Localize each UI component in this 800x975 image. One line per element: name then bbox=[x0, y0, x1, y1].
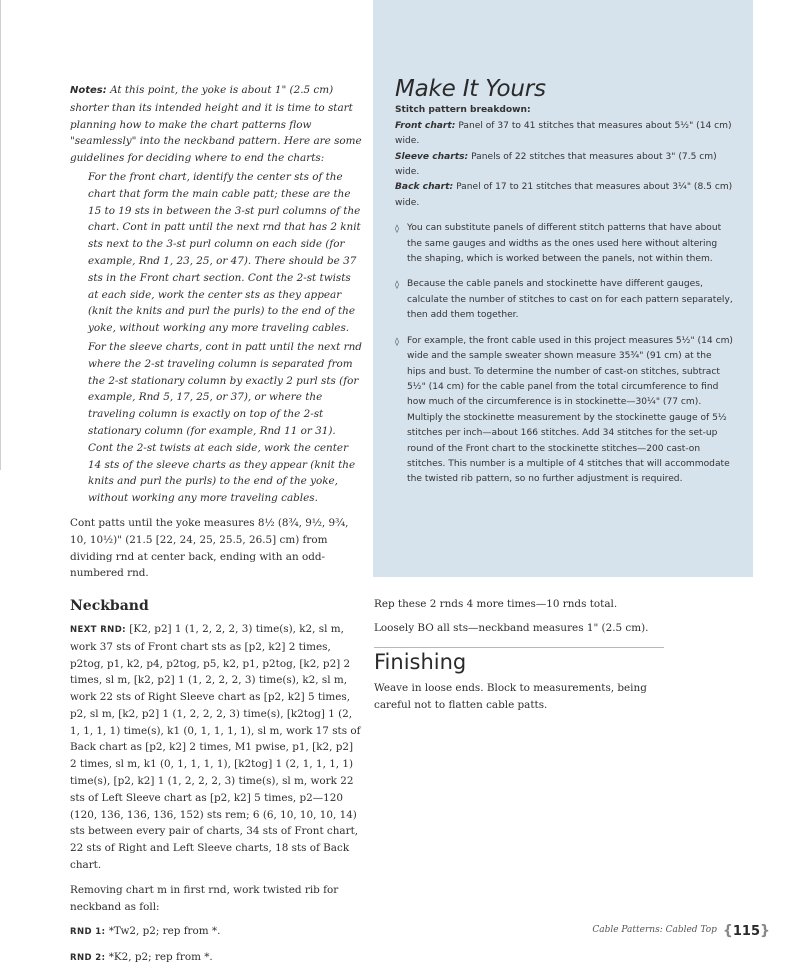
bullet-text: You can substitute panels of different stitch patterns that have about the same gauges and widths as the ones used here without altering the shaping, which is worked between the panels, not within them. bbox=[407, 223, 722, 265]
bullet-text: For example, the front cable used in this project measures 5½" (14 cm) wide and the sample sweater shown measure 35¾" (91 cm) at the hips and bust. To determine the number of cast-on stitches, subtract 5½" (14 cm) for the cable panel from the total circumference to find how much of the circumference is in stockinette—30¼" (77 cm). Multiply the stockinette measurement by the stockinette gauge of 5½ stitches per inch—about 166 stitches. Add 34 stitches for the set-up round of the Front chart to the stockinette stitches—200 cast-on stitches. This number is a multiple of 4 stitches that will accommodate the twisted rib pattern, so no further adjustment is required. bbox=[407, 335, 733, 485]
sleeve-chart-guideline: For the sleeve charts, cont in patt until the next rnd where the 2-st traveling column is separated from the 2-st stationary column by exactly 2 purl sts (for example, Rnd 5, 17, 25, or 37), or where the traveling column is exactly on top of the 2-st stationary column (for example, Rnd 11 or 31). Cont the 2-st twists at each side, work the center 14 sts of the sleeve charts as they appear (knit the knits and purl the purls) to the end of the yoke, without working any more traveling cables. bbox=[88, 340, 362, 505]
neckband-heading: Neckband bbox=[70, 598, 149, 615]
sidebar-bullet bbox=[395, 277, 733, 323]
make-it-yours-sidebar bbox=[373, 0, 753, 577]
rnd1-text: *Tw2, p2; rep from *. bbox=[108, 925, 221, 938]
finishing-divider bbox=[374, 647, 664, 648]
bullet-text: Because the cable panels and stockinette have different gauges, calculate the number of stitches to cast on for each pattern separately, then add them together. bbox=[407, 279, 733, 321]
notes-paragraph bbox=[70, 82, 362, 167]
bracket-right-icon: } bbox=[760, 923, 770, 939]
bracket-left-icon: { bbox=[722, 923, 733, 939]
back-chart-label: Back chart: bbox=[395, 182, 454, 193]
sleeve-charts-text: Panels of 22 stitches that measures about 3" (7.5 cm) wide. bbox=[395, 151, 717, 178]
front-chart-guideline: For the front chart, identify the center sts of the chart that form the main cable patt; these are the 15 to 19 sts in between the 3-st purl columns of the chart. Cont in patt until the next rnd that has 2 knit sts next to the 3-st purl column on each side (for example, Rnd 1, 23, 25, or 47). There should be 37 sts in the Front chart section. Cont the 2-st twists at each side, work the center sts as they appear (knit the knits and purl the purls) to the end of the yoke, without working any more traveling cables. bbox=[88, 170, 361, 335]
sidebar-title: Make It Yours bbox=[395, 76, 546, 102]
diamond-bullet-icon: ◊ bbox=[395, 336, 399, 346]
rnd2-paragraph bbox=[70, 949, 362, 967]
sleeve-charts-line bbox=[395, 150, 733, 181]
back-chart-text: Panel of 17 to 21 stitches that measures about 3¼" (8.5 cm) wide. bbox=[395, 182, 733, 208]
rnd1-paragraph bbox=[70, 923, 362, 941]
bind-off-paragraph: Loosely BO all sts—neckband measures 1" (2.5 cm). bbox=[374, 621, 649, 634]
sidebar-bullet bbox=[395, 334, 733, 488]
back-chart-line bbox=[395, 180, 733, 211]
running-head: Cable Patterns: Cabled Top bbox=[592, 924, 717, 935]
right-column bbox=[374, 596, 664, 721]
page-number: 115 bbox=[732, 924, 761, 939]
rep-paragraph: Rep these 2 rnds 4 more times—10 rnds total. bbox=[374, 598, 618, 610]
page-footer bbox=[592, 920, 770, 939]
next-rnd-label: NEXT RND: bbox=[70, 624, 126, 635]
notes-text: At this point, the yoke is about 1" (2.5 cm) shorter than its intended height and it is time to start planning how to make the chart patterns flow "seamlessly" into the neckband pattern. Here are some guidelines for deciding where to end the charts: bbox=[70, 84, 362, 165]
notes-label: Notes: bbox=[70, 85, 107, 96]
sidebar-bullet bbox=[395, 221, 733, 267]
diamond-bullet-icon: ◊ bbox=[395, 224, 399, 234]
sidebar-content bbox=[395, 76, 733, 488]
cont-patts-paragraph: Cont patts until the yoke measures 8½ (8¾, 9½, 9¾, 10, 10½)" (21.5 [22, 24, 25, 25.5, 26.5] cm) from dividing rnd at center back, ending with an odd-numbered rnd. bbox=[70, 516, 349, 580]
diamond-bullet-icon: ◊ bbox=[395, 280, 399, 290]
front-chart-line bbox=[395, 119, 733, 150]
front-chart-text: Panel of 37 to 41 stitches that measures about 5½" (14 cm) wide. bbox=[395, 120, 732, 147]
left-column bbox=[70, 82, 362, 975]
weave-paragraph: Weave in loose ends. Block to measurements, being careful not to flatten cable patts. bbox=[374, 682, 647, 712]
page-number-badge bbox=[723, 920, 770, 939]
sleeve-charts-label: Sleeve charts: bbox=[395, 151, 469, 162]
next-rnd-paragraph bbox=[70, 621, 362, 874]
next-rnd-text: [K2, p2] 1 (1, 2, 2, 2, 3) time(s), k2, sl m, work 37 sts of Front chart sts as [p2, k2] 2 times, p2tog, p1, k2, p4, p2tog, p5, k2, p1, p2tog, [k2, p2] 2 times, sl m, [k2, p2] 1 (1, 2, 2, 2, 3) time(s), k2, sl m, work 22 sts of Right Sleeve chart as [p2, k2] 5 times, p2, sl m, [k2, p2] 1 (1, 2, 2, 2, 3) time(s), [k2tog] 1 (2, 1, 1, 1, 1) time(s), k1 (0, 1, 1, 1, 1), sl m, work 17 sts of Back chart as [p2, k2] 2 times, M1 pwise, p1, [k2, p2] 2 times, sl m, k1 (0, 1, 1, 1, 1), [k2tog] 1 (2, 1, 1, 1, 1) time(s), [p2, k2] 1 (1, 2, 2, 2, 3) time(s), sl m, work 22 sts of Left Sleeve chart as [p2, k2] 5 times, p2—120 (120, 136, 136, 136, 152) sts rem; 6 (6, 10, 10, 10, 14) sts between every pair of charts, 34 sts of Front chart, 22 sts of Right and Left Sleeve charts, 18 sts of Back chart. bbox=[70, 622, 361, 872]
rnd2-label: RND 2: bbox=[70, 953, 106, 964]
front-chart-label: Front chart: bbox=[395, 120, 456, 131]
sidebar-subtitle: Stitch pattern breakdown: bbox=[395, 105, 531, 116]
finishing-heading: Finishing bbox=[374, 649, 467, 674]
removing-paragraph: Removing chart m in first rnd, work twisted rib for neckband as foll: bbox=[70, 883, 339, 913]
rnd1-label: RND 1: bbox=[70, 927, 106, 938]
rnd2-text: *K2, p2; rep from *. bbox=[108, 951, 213, 964]
page-edge-rule bbox=[0, 0, 1, 470]
